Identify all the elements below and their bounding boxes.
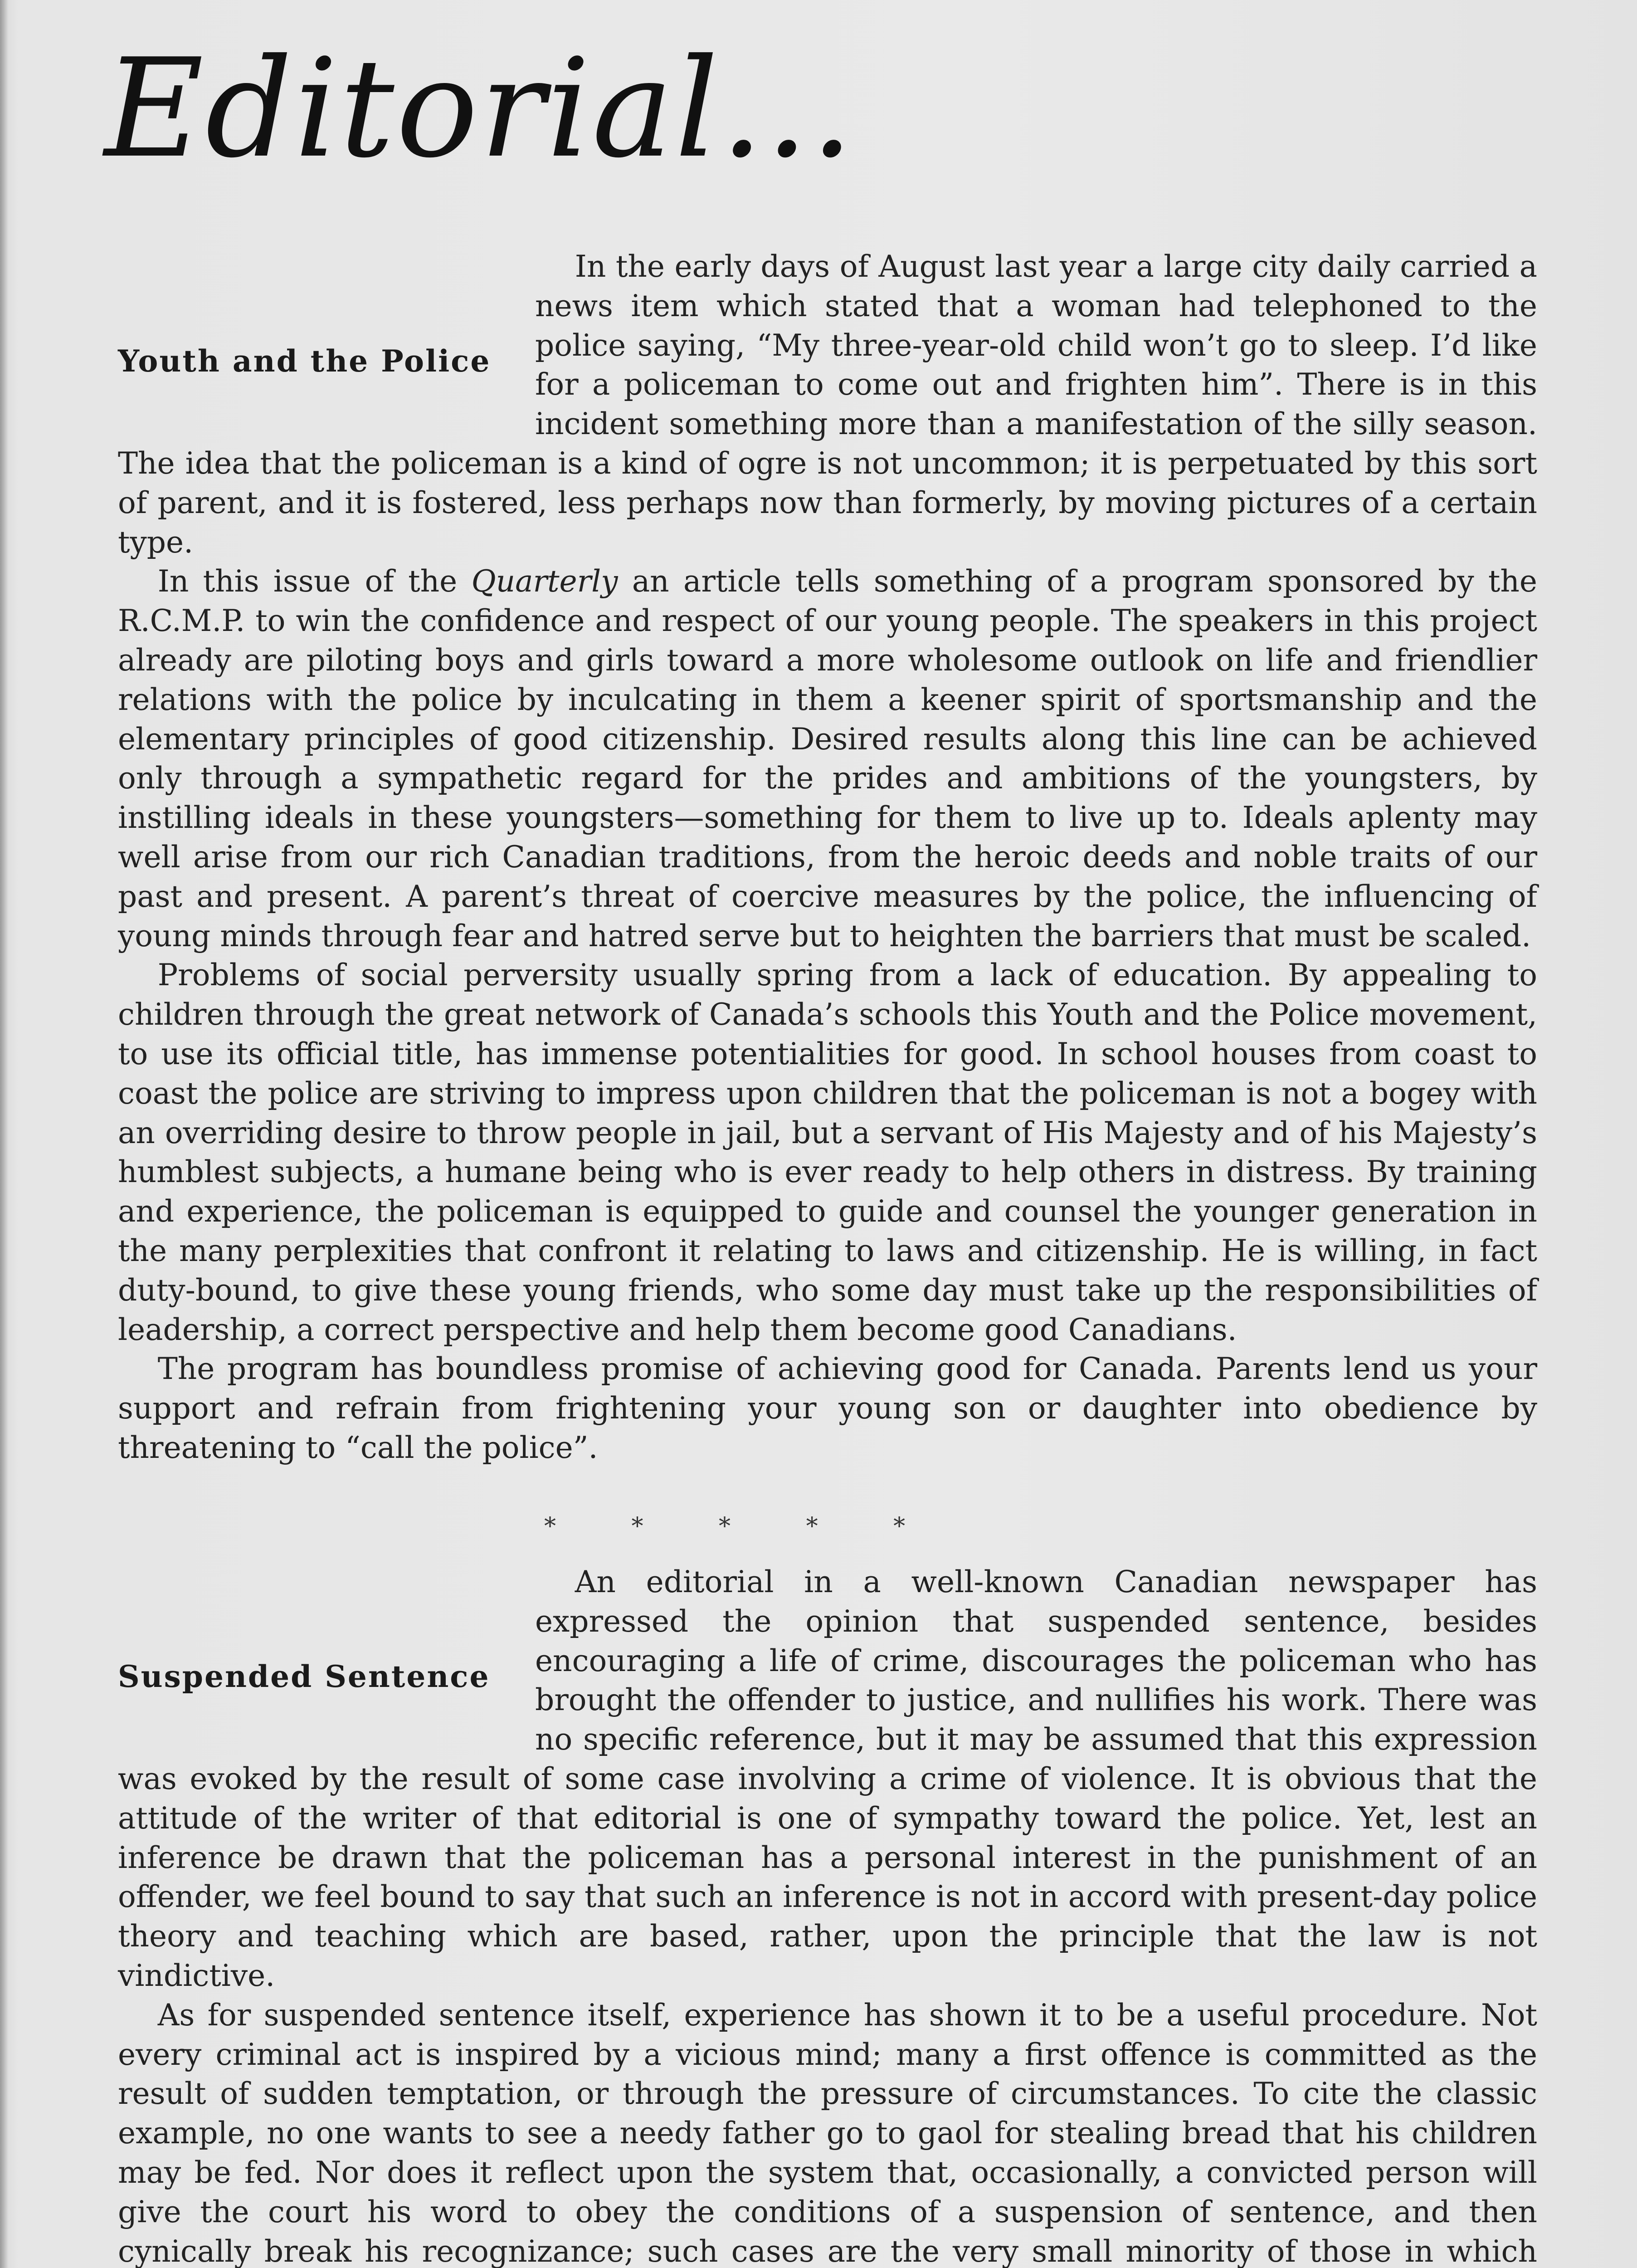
section-youth-and-the-police (118, 247, 1537, 1468)
paragraph: Problems of social perversity usually spring from a lack of education. By appealing to children through the great network of Canada’s schools this Youth and the Police movement, to use its official title, has immense potentialities for good. In school houses from coast to coast the police are striving to impress upon children that the policeman is not a bogey with an overriding desire to throw people in jail, but a servant of His Majesty and of his Majesty’s humblest subjects, a humane being who is ever ready to help others in distress. By training and experience, the policeman is equipped to guide and counsel the younger generation in the many perplexities that confront it relating to laws and citizenship. He is willing, in fact duty-bound, to give these young friends, who some day must take up the responsibilities of leadership, a correct perspective and help them become good Canadians. (118, 958, 1537, 1347)
section-separator: * * * * * (544, 1513, 906, 1540)
side-heading-box (118, 284, 535, 441)
paragraph-text: In this issue of the (157, 564, 472, 599)
page-title: Editorial... (104, 29, 856, 188)
paragraph: As for suspended sentence itself, experience has shown it to be a useful procedure. Not every criminal act is inspired by a vicious mind; many a first offence is committed as the result of sudden temptation, or through the pressure of circumstances. To cite the classic example, no one wants to see a needy father go to gaol for stealing bread that his children may be fed. Nor does it reflect upon the system that, occasionally, a convicted person will give the court his word to obey the conditions of a suspension of sentence, and then cynically break his recognizance; such cases are the very small minority of those in which (118, 1997, 1537, 2268)
publication-name: Quarterly (471, 564, 618, 599)
paragraph-text: an article tells something of a program sponsored by the R.C.M.P. to win the confidence and respect of our young people. The speakers in this project already are piloting boys and girls toward a more wholesome outlook on life and friendlier relations with the police by inculcating in them a keener spirit of sportsmanship and the elementary principles of good citizenship. Desired results along this line can be achieved only through a sympathetic regard for the prides and ambitions of the youngsters, by instilling ideals in these youngsters—something for them to live up to. Ideals aplenty may well arise from our rich Canadian traditions, from the heroic deeds and noble traits of our past and present. A parent’s threat of coercive measures by the police, the influencing of young minds through fear and hatred serve but to heighten the barriers that must be scaled. (118, 564, 1537, 953)
paragraph: In the early days of August last year a large city daily carried a news item which stated that a woman had telephoned to the police saying, “My three-year-old child won’t go to sleep. I’d like for a policeman to come out and frighten him”. There is in this incident something more than a manifestation of the silly season. The idea that the policeman is a kind of ogre is not uncommon; it is perpetuated by this sort of parent, and it is fostered, less perhaps now than formerly, by moving pictures of a certain type. (118, 249, 1537, 560)
side-heading-box (118, 1599, 535, 1757)
paragraph: The program has boundless promise of achieving good for Canada. Parents lend us your support and refrain from frightening your young son or daughter into obedience by threatening to “call the police”. (118, 1351, 1537, 1465)
side-heading: Suspended Sentence (118, 1659, 490, 1694)
paragraph (118, 562, 1537, 956)
page-edge-shadow (0, 0, 8, 2268)
paragraph: An editorial in a well-known Canadian newspaper has expressed the opinion that suspended sentence, besides encouraging a life of crime, discourages the policeman who has brought the offender to justice, and nullifies his work. There was no specific reference, but it may be assumed that this expression was evoked by the result of some case involving a crime of violence. It is obvious that the attitude of the writer of that editorial is one of sympathy toward the police. Yet, lest an inference be drawn that the policeman has a personal interest in the punishment of an offender, we feel bound to say that such an inference is not in accord with present-day police theory and teaching which are based, rather, upon the principle that the law is not vindictive. (118, 1564, 1537, 1993)
side-heading: Youth and the Police (118, 343, 491, 379)
section-suspended-sentence (118, 1563, 1537, 2268)
